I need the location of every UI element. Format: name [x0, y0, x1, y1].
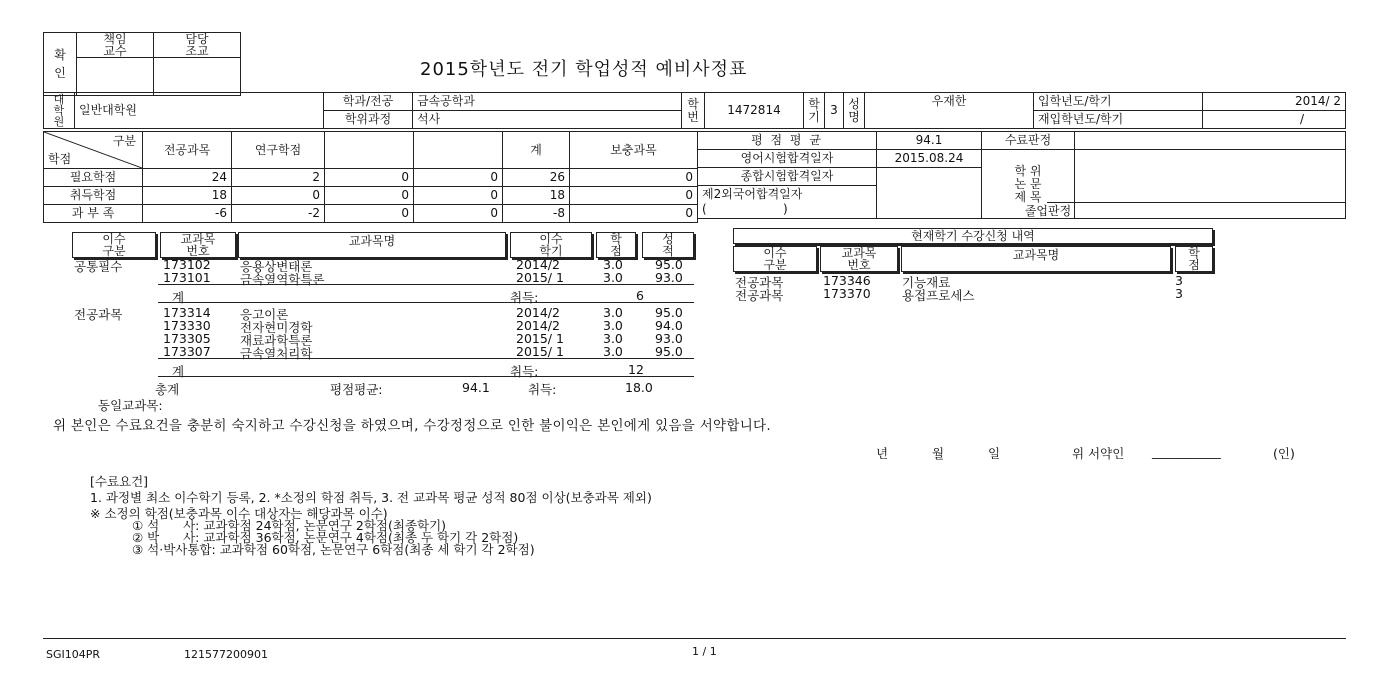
- total-label: 총계: [155, 382, 180, 397]
- comprehensive-test-label: 종합시험합격일자: [698, 168, 877, 186]
- total-earned-label: 취득:: [528, 382, 557, 397]
- footer-divider: [43, 638, 1346, 639]
- earned-label: 취득:: [510, 290, 539, 305]
- current-code-header: 교과목 번호: [820, 246, 898, 272]
- col-header-research: 연구학점: [232, 132, 325, 169]
- id-label: 학 번: [682, 93, 705, 129]
- total-gpa-label: 평점평균:: [330, 382, 383, 397]
- requirements-title: [수료요건]: [90, 474, 149, 489]
- course-term: 2014/2: [516, 318, 560, 333]
- course-credit: 3.0: [603, 305, 623, 320]
- cell: 0: [325, 205, 414, 223]
- course-grade: 95.0: [655, 305, 683, 320]
- current-type: 전공과목: [735, 288, 784, 303]
- course-credit: 3.0: [603, 344, 623, 359]
- name-value: 우재한: [865, 93, 1034, 129]
- course-term: 2014/2: [516, 257, 560, 272]
- current-credit: 3: [1175, 286, 1183, 301]
- english-test-label: 영어시험합격일자: [698, 150, 877, 168]
- assistant-sign-cell: [154, 58, 241, 96]
- cell: -8: [503, 205, 570, 223]
- course-credit: 3.0: [603, 257, 623, 272]
- course-credit: 3.0: [603, 270, 623, 285]
- course-grade: 95.0: [655, 257, 683, 272]
- subtotal-label: 계: [172, 364, 185, 379]
- signer-label: 위 서약인: [1072, 446, 1125, 461]
- id-value: 1472814: [705, 93, 804, 129]
- cell: 0: [325, 169, 414, 187]
- credits-corner: [44, 132, 143, 169]
- corner-top-label: 구분: [112, 134, 136, 148]
- row-label: 과 부 족: [44, 205, 143, 223]
- row-label: 취득학점: [44, 187, 143, 205]
- course-term: 2015/ 1: [516, 270, 564, 285]
- current-credit: 3: [1175, 273, 1183, 288]
- form-code: SGI104PR: [46, 648, 101, 661]
- current-code: 173346: [823, 273, 871, 288]
- group-type-major: 전공과목: [74, 307, 123, 322]
- divider: [158, 376, 694, 377]
- earned-label: 취득:: [510, 364, 539, 379]
- course-term: 2015/ 1: [516, 344, 564, 359]
- course-grade: 94.0: [655, 318, 683, 333]
- cell: 0: [325, 187, 414, 205]
- course-name: 금속열처리학: [240, 346, 313, 361]
- col-grade-header: 성 적: [642, 232, 694, 258]
- course-code: 173330: [163, 318, 211, 333]
- course-code: 173314: [163, 305, 211, 320]
- cell: 0: [570, 169, 698, 187]
- col-name-header: 교과목명: [238, 232, 506, 258]
- credits-row-deficit: [44, 205, 698, 223]
- course-label: 학위과정: [324, 111, 413, 129]
- course-name: 응용상변태론: [240, 259, 313, 274]
- univ-value: 일반대학원: [75, 93, 324, 129]
- current-type: 전공과목: [735, 275, 784, 290]
- subtotal-label: 계: [172, 290, 185, 305]
- col-term-header: 이수 학기: [510, 232, 592, 258]
- seal-label: (인): [1273, 446, 1295, 461]
- divider: [158, 358, 694, 359]
- requirements-line3: ① 석 사: 교과학점 24학점, 논문연구 2학점(최종학기): [132, 518, 447, 533]
- course-grade: 95.0: [655, 344, 683, 359]
- dept-label: 학과/전공: [324, 93, 413, 111]
- cell: 0: [414, 169, 503, 187]
- gpa-value: 94.1: [877, 132, 982, 150]
- current-code: 173370: [823, 286, 871, 301]
- credits-row-earned: [44, 187, 698, 205]
- course-code: 173101: [163, 270, 211, 285]
- reentry-label: 재입학년도/학기: [1034, 111, 1203, 129]
- requirements-line2: ※ 소정의 학점(보충과목 이수 대상자는 해당과목 이수): [90, 506, 388, 521]
- course-name: 응고이론: [240, 307, 289, 322]
- cell: 26: [503, 169, 570, 187]
- comprehensive-test-date: [877, 168, 982, 219]
- course-name: 전자현미경학: [240, 320, 313, 335]
- english-test-date: 2015.08.24: [877, 150, 982, 168]
- reentry-value: /: [1203, 111, 1346, 129]
- requirements-line5: ③ 석·박사통합: 교과학점 60학점, 논문연구 6학점(최종 세 학기 각 2학점): [132, 542, 535, 557]
- entry-value: 2014/ 2: [1203, 93, 1346, 111]
- earned-value: 12: [628, 362, 644, 377]
- course-credit: 3.0: [603, 331, 623, 346]
- course-code: 173102: [163, 257, 211, 272]
- group-type-common: 공통필수: [74, 259, 123, 274]
- page-number: 1 / 1: [692, 645, 717, 658]
- cell: 2: [232, 169, 325, 187]
- professor-sign-cell: [77, 58, 154, 96]
- col-credit-header: 학 점: [596, 232, 636, 258]
- course-grade: 93.0: [655, 331, 683, 346]
- name-label: 성 명: [844, 93, 865, 129]
- thesis-title-label: 학 위 논 문 제 목: [982, 150, 1075, 219]
- corner-bottom-label: 학점: [48, 152, 72, 166]
- second-language-cell: [698, 186, 877, 219]
- same-course-label: 동일교과목:: [98, 398, 163, 413]
- cell: 0: [232, 187, 325, 205]
- course-value: 석사: [413, 111, 682, 129]
- cell: 0: [414, 205, 503, 223]
- univ-label: 대 학 원: [44, 93, 75, 129]
- confirm-label: 확 인: [44, 33, 77, 96]
- current-type-header: 이수 구분: [733, 246, 817, 272]
- cell: 18: [143, 187, 232, 205]
- earned-value: 6: [636, 288, 644, 303]
- completion-label: 수료판정: [982, 132, 1075, 150]
- cell: 0: [414, 187, 503, 205]
- date-day: 일: [988, 446, 1001, 461]
- course-term: 2014/2: [516, 305, 560, 320]
- cell: -2: [232, 205, 325, 223]
- current-name-header: 교과목명: [901, 246, 1171, 272]
- cell: 24: [143, 169, 232, 187]
- course-name: 금속열역학특론: [240, 272, 325, 287]
- divider: [158, 302, 694, 303]
- credits-row-required: [44, 169, 698, 187]
- dept-value: 금속공학과: [413, 93, 682, 111]
- page-title: 2015학년도 전기 학업성적 예비사정표: [420, 59, 748, 80]
- document-number: 121577200901: [184, 648, 268, 661]
- current-name: 기능재료: [902, 275, 951, 290]
- date-month: 월: [932, 446, 945, 461]
- grad-row: [1047, 202, 1346, 221]
- confirm-box: [43, 32, 241, 96]
- date-year: 년: [876, 446, 889, 461]
- course-code: 173305: [163, 331, 211, 346]
- col-header-major: 전공과목: [143, 132, 232, 169]
- divider: [158, 284, 694, 285]
- term-label: 학 기: [804, 93, 825, 129]
- second-language-paren: ( ): [702, 202, 788, 216]
- course-grade: 93.0: [655, 270, 683, 285]
- course-name: 재료과학특론: [240, 333, 313, 348]
- signature-blank: ___________: [1152, 444, 1221, 459]
- current-credit-header: 학 점: [1175, 246, 1213, 272]
- current-semester-title: 현재학기 수강신청 내역: [733, 228, 1213, 244]
- total-earned-value: 18.0: [625, 380, 653, 395]
- col-code-header: 교과목 번호: [160, 232, 236, 258]
- cell: -6: [143, 205, 232, 223]
- col-header-blank2: [414, 132, 503, 169]
- course-term: 2015/ 1: [516, 331, 564, 346]
- assistant-header: 담당 조교: [154, 33, 241, 58]
- row-label: 필요학점: [44, 169, 143, 187]
- col-header-supplement: 보충과목: [570, 132, 698, 169]
- cell: 0: [570, 187, 698, 205]
- professor-header: 책임 교수: [77, 33, 154, 58]
- term-value: 3: [825, 93, 844, 129]
- gpa-label: 평 점 평 균: [698, 132, 877, 150]
- entry-label: 입학년도/학기: [1034, 93, 1203, 111]
- col-header-total: 계: [503, 132, 570, 169]
- col-type-header: 이수 구분: [72, 232, 156, 258]
- total-gpa-value: 94.1: [462, 380, 490, 395]
- student-info-table: [43, 92, 1346, 129]
- course-credit: 3.0: [603, 318, 623, 333]
- graduation-label: 졸업판정: [1024, 204, 1072, 218]
- cell: 0: [570, 205, 698, 223]
- credits-table: [43, 131, 698, 223]
- cell: 18: [503, 187, 570, 205]
- second-language-label: 제2외국어합격일자: [702, 187, 803, 201]
- course-code: 173307: [163, 344, 211, 359]
- requirements-line4: ② 박 사: 교과학점 36학점, 논문연구 4학점(최종 두 학기 각 2학점): [132, 530, 519, 545]
- pledge-text: 위 본인은 수료요건을 충분히 숙지하고 수강신청을 하였으며, 수강정정으로 인한 불이익은 본인에게 있음을 서약합니다.: [53, 418, 771, 434]
- current-name: 용접프로세스: [902, 288, 975, 303]
- completion-value: [1075, 132, 1346, 150]
- col-header-blank1: [325, 132, 414, 169]
- requirements-line1: 1. 과정별 최소 이수학기 등록, 2. *소정의 학점 취득, 3. 전 교과목 평균 성적 80점 이상(보충과목 제외): [90, 490, 652, 505]
